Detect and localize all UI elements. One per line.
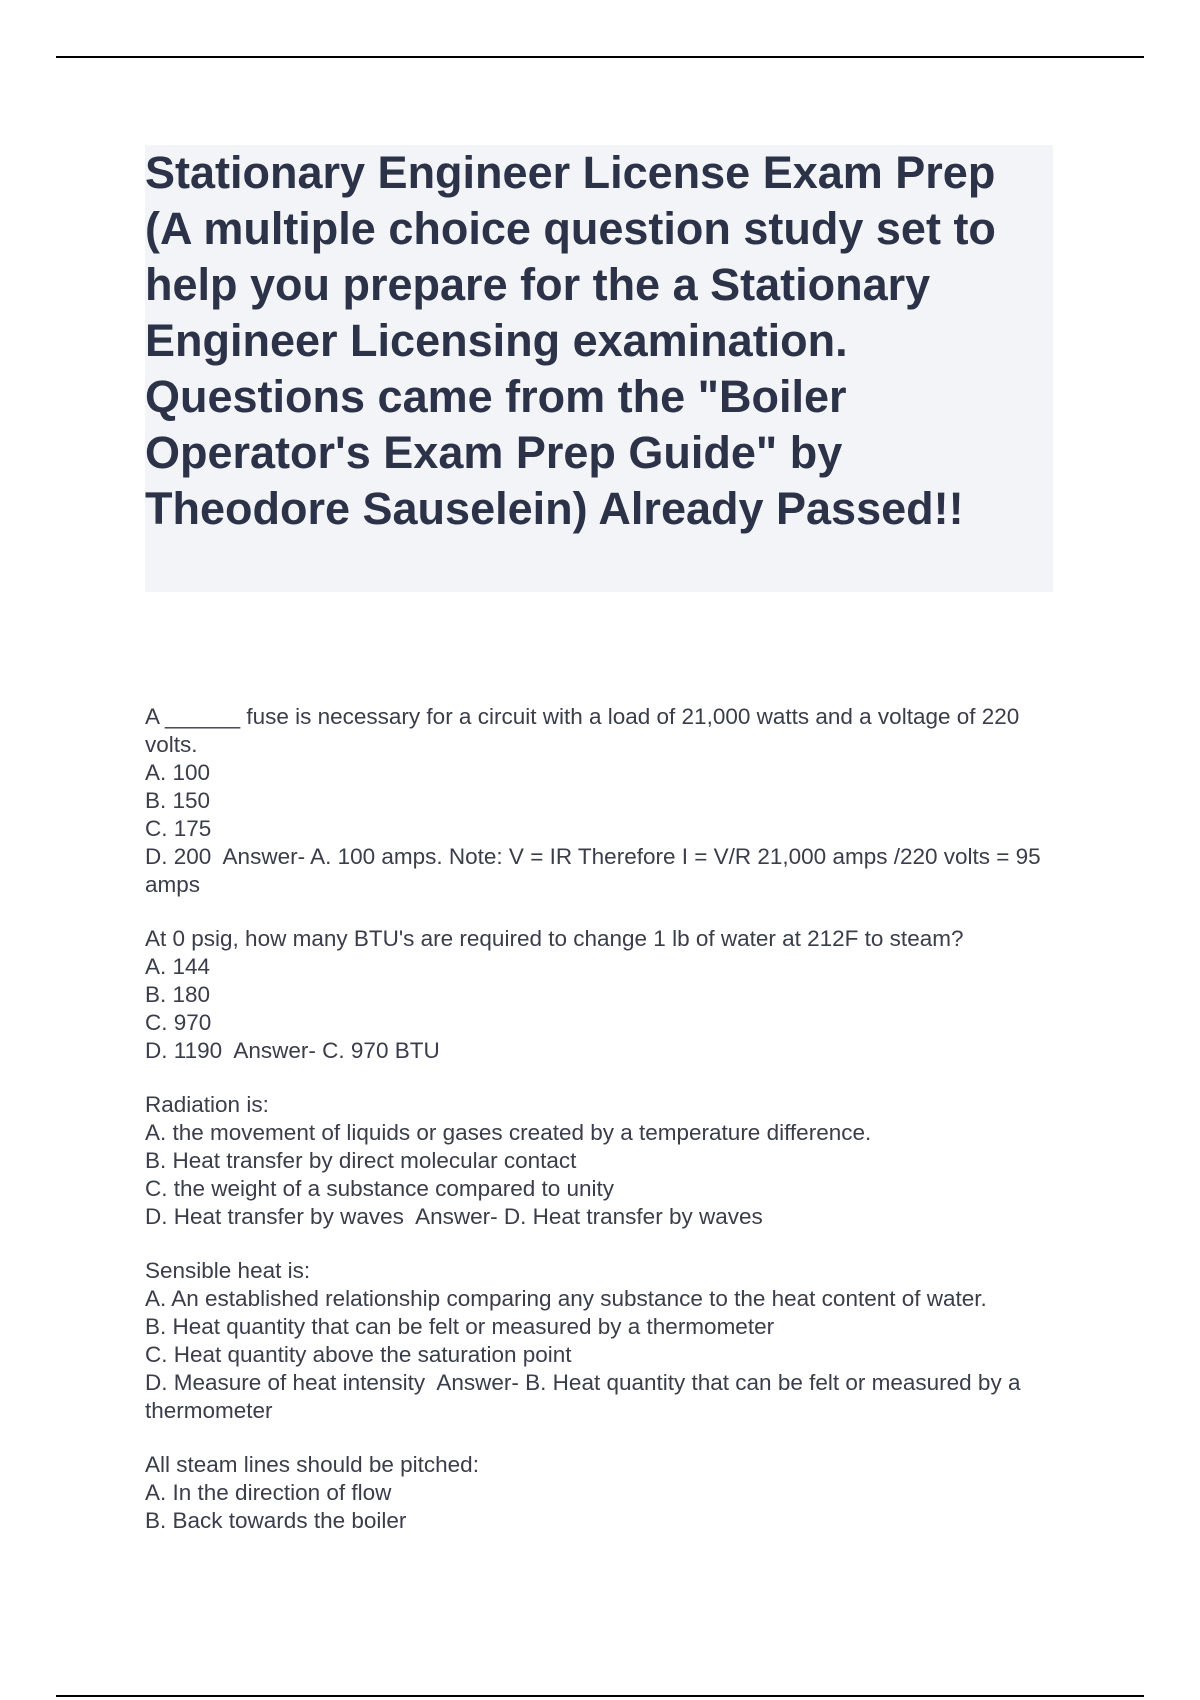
option-a: A. 100 [145, 760, 211, 785]
option-b: B. Heat transfer by direct molecular contact [145, 1148, 577, 1173]
option-a: A. 144 [145, 954, 211, 979]
option-b: B. Back towards the boiler [145, 1508, 407, 1533]
document-title: Stationary Engineer License Exam Prep (A multiple choice question study set to help you prepare for the a Stationary Engineer Licensing examination. Questions came from the "Boiler Operator's Exam Prep Guide" by Theodore Sauselein) Already Passed!! [145, 147, 996, 534]
question-item [145, 1257, 1065, 1425]
question-item [145, 703, 1065, 899]
question-text: All steam lines should be pitched: [145, 1452, 479, 1477]
top-rule [56, 56, 1144, 58]
question-text: Radiation is: [145, 1092, 269, 1117]
option-c: C. the weight of a substance compared to unity [145, 1176, 615, 1201]
bottom-rule [56, 1695, 1144, 1697]
option-a: A. An established relationship comparing any substance to the heat content of water. [145, 1286, 987, 1311]
option-d-with-answer: D. 1190 Answer- C. 970 BTU [145, 1038, 440, 1063]
option-b: B. 150 [145, 788, 211, 813]
option-c: C. Heat quantity above the saturation point [145, 1342, 572, 1367]
question-item [145, 1451, 1065, 1535]
option-b: B. Heat quantity that can be felt or measured by a thermometer [145, 1314, 775, 1339]
option-d-with-answer: D. 200 Answer- A. 100 amps. Note: V = IR Therefore I = V/R 21,000 amps /220 volts = 95 amps [145, 844, 1047, 897]
question-item [145, 925, 1065, 1065]
option-a: A. In the direction of flow [145, 1480, 392, 1505]
question-item [145, 1091, 1065, 1231]
question-list [145, 703, 1065, 1561]
question-text: At 0 psig, how many BTU's are required to change 1 lb of water at 212F to steam? [145, 926, 964, 951]
option-b: B. 180 [145, 982, 211, 1007]
question-text: A ______ fuse is necessary for a circuit with a load of 21,000 watts and a voltage of 220 volts. [145, 704, 1026, 757]
question-text: Sensible heat is: [145, 1258, 311, 1283]
option-d-with-answer: D. Heat transfer by waves Answer- D. Heat transfer by waves [145, 1204, 763, 1229]
option-c: C. 970 [145, 1010, 212, 1035]
option-d-with-answer: D. Measure of heat intensity Answer- B. Heat quantity that can be felt or measured by a thermometer [145, 1370, 1027, 1423]
option-c: C. 175 [145, 816, 212, 841]
option-a: A. the movement of liquids or gases created by a temperature difference. [145, 1120, 872, 1145]
